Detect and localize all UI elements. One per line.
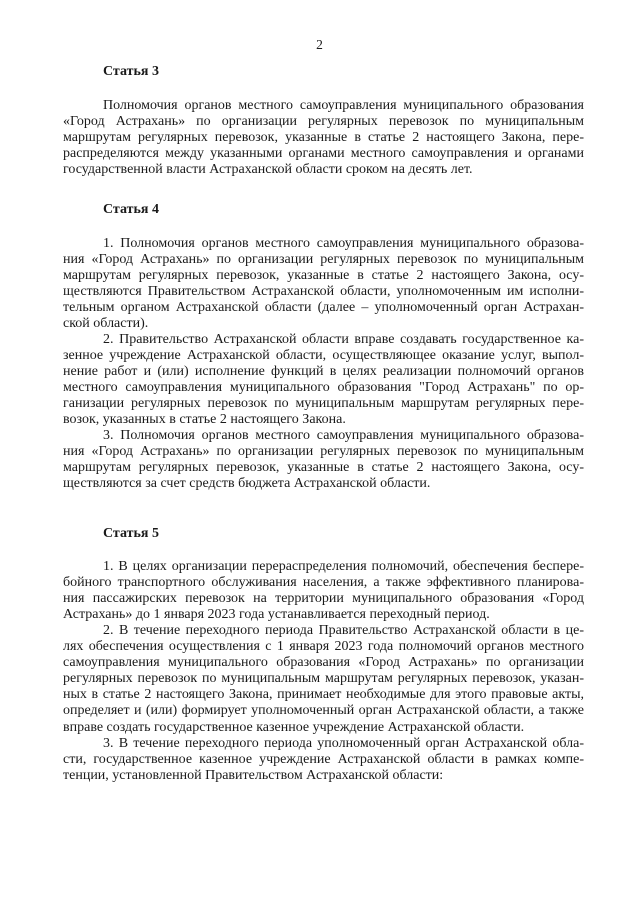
text-line: сти, государственное казенное учреждение Астраханской области в рамках компе- [63,752,584,768]
article-5-heading: Статья 5 [103,526,159,541]
text-line: местного самоуправления муниципального образования "Город Астрахань" по ор- [63,380,584,396]
text-line: 1. Полномочия органов местного самоуправления муниципального образова- [103,236,584,251]
text-line: распределяются между указанными органами местного самоуправления и органами [63,146,584,162]
text-line: ганизации регулярных перевозок по муниципальным маршрутам регулярных пере- [63,396,584,412]
article-3-heading: Статья 3 [103,64,159,79]
article-5-paragraph-3 [63,736,584,784]
page-number: 2 [316,37,323,52]
text-line: вправе создать государственное казенное учреждение Астраханской области. [63,719,525,735]
article-5-paragraph-1 [63,559,584,623]
article-4-paragraph-1 [63,236,584,333]
text-line: ния «Город Астрахань» по организации регулярных перевозок по муниципальным [63,252,584,268]
article-4-paragraph-2 [63,332,584,429]
text-line: маршрутам регулярных перевозок, указанные в статье 2 настоящего Закона, осу- [63,268,584,284]
text-line: 3. Полномочия органов местного самоуправления муниципального образова- [103,428,584,443]
text-line: «Город Астрахань» по организации регулярных перевозок по муниципальным [63,114,584,130]
article-4-paragraph-3 [63,428,584,492]
text-line: 1. В целях организации перераспределения полномочий, обеспечения беспере- [103,559,584,574]
text-line: тельным органом Астраханской области (далее – уполномоченный орган Астрахан- [63,300,584,316]
text-line: ской области). [63,316,149,332]
text-line: регулярных перевозок по муниципальным маршрутам регулярных перевозок, указан- [63,671,584,687]
text-line: ния «Город Астрахань» по организации регулярных перевозок по муниципальным [63,444,584,460]
text-line: 3. В течение переходного периода уполномоченный орган Астраханской обла- [103,736,584,751]
text-line: ществляются за счет средств бюджета Астраханской области. [63,476,431,492]
article-3-paragraph [63,98,584,178]
text-line: ных в статье 2 настоящего Закона, принимает необходимые для этого правовые акты, [63,687,584,703]
text-line: зенное учреждение Астраханской области, осуществляющее оказание услуг, выпол- [63,348,584,364]
article-5-paragraph-2 [63,623,584,736]
text-line: самоуправления муниципального образования «Город Астрахань» по организации [63,655,584,671]
text-line: ществляются Правительством Астраханской области, уполномоченным им исполни- [63,284,584,300]
text-line: 2. Правительство Астраханской области вправе создавать государственное ка- [103,332,584,347]
text-line: бойного транспортного обслуживания населения, а также эффективного планирова- [63,575,584,591]
text-line: маршрутам регулярных перевозок, указанные в статье 2 настоящего Закона, пере- [63,130,584,146]
text-line: лях обеспечения осуществления с 1 января 2023 года полномочий органов местного [63,639,584,655]
text-line: ния пассажирских перевозок на территории муниципального образования «Город [63,591,584,607]
text-line: нение работ и (или) исполнение функций в целях реализации полномочий органов [63,364,584,380]
text-line: государственной власти Астраханской области сроком на десять лет. [63,162,473,178]
text-line: Полномочия органов местного самоуправления муниципального образования [103,98,584,113]
text-line: маршрутам регулярных перевозок, указанные в статье 2 настоящего Закона, осу- [63,460,584,476]
text-line: Астрахань» до 1 января 2023 года устанавливается переходный период. [63,607,490,623]
text-line: тенции, установленной Правительством Астраханской области: [63,768,444,784]
text-line: определяет и (или) формирует уполномоченный орган Астраханской области, а также [63,703,584,719]
text-line: 2. В течение переходного периода Правительство Астраханской области в це- [103,623,584,638]
article-4-heading: Статья 4 [103,202,159,217]
text-line: возок, указанных в статье 2 настоящего Закона. [63,412,346,428]
